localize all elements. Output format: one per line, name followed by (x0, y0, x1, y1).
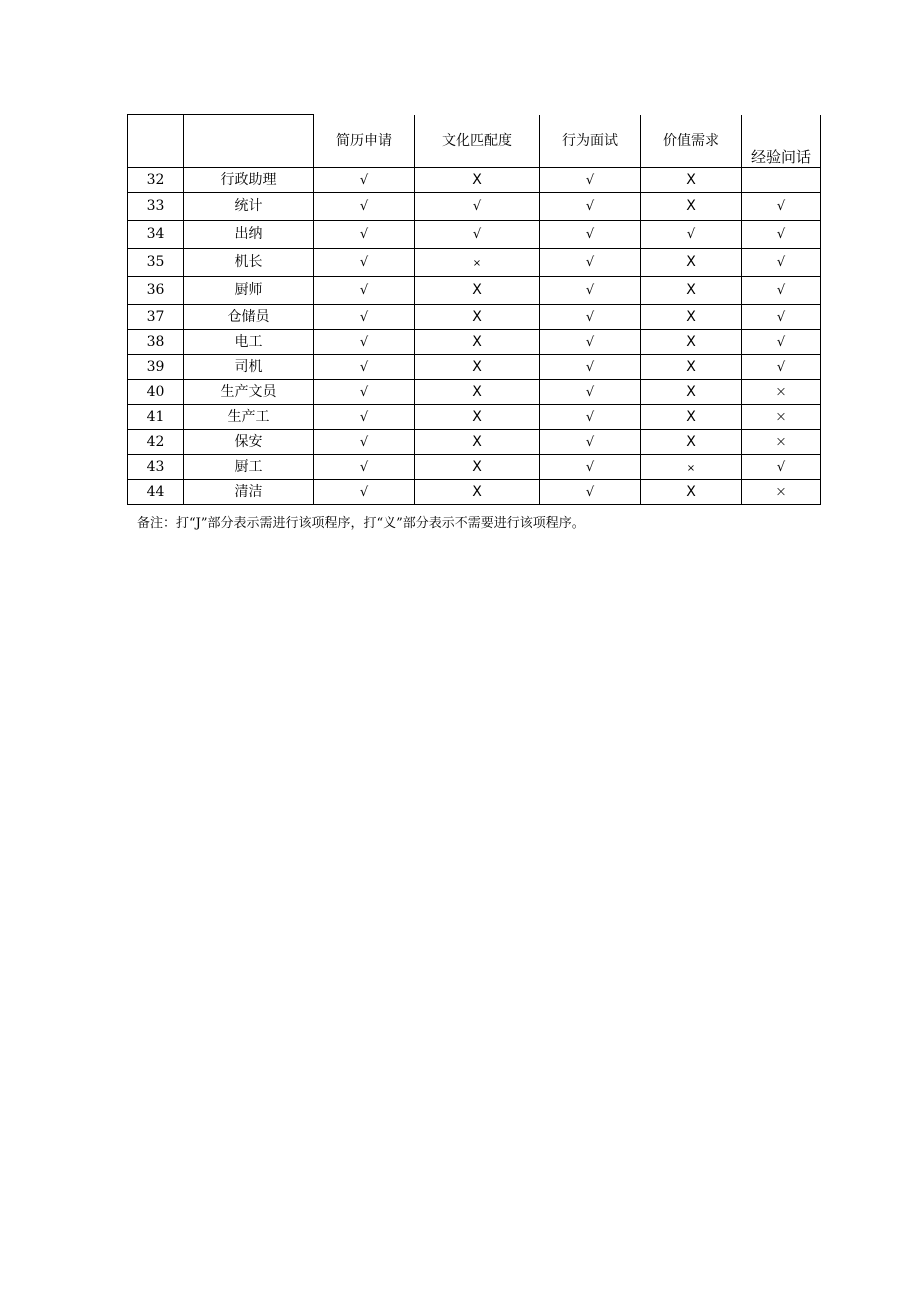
cell-behavioral-interview (540, 220, 641, 248)
recruitment-process-table (127, 114, 821, 505)
cell-resume-application (314, 276, 415, 304)
cell-behavioral-interview (540, 276, 641, 304)
cell-behavioral-interview (540, 404, 641, 429)
table-row (128, 429, 821, 454)
row-number: 43 (128, 454, 184, 479)
cell-culture-fit (415, 404, 540, 429)
cell-experience-questions (742, 248, 821, 276)
check-mark-icon: √ (776, 334, 786, 350)
check-mark-icon: √ (585, 199, 595, 214)
check-mark-icon: √ (472, 199, 482, 214)
check-mark-icon: √ (359, 172, 369, 188)
cross-mark-icon: X (686, 282, 696, 298)
position-name: 行政助理 (184, 167, 314, 192)
cross-mark-icon: X (472, 433, 482, 450)
position-name: 统计 (184, 192, 314, 220)
row-number: 37 (128, 304, 184, 329)
table-row (128, 329, 821, 354)
cell-resume-application (314, 404, 415, 429)
cell-behavioral-interview (540, 479, 641, 504)
cell-behavioral-interview (540, 304, 641, 329)
header-behavioral-interview: 行为面试 (540, 115, 641, 168)
position-name: 电工 (184, 329, 314, 354)
row-number: 41 (128, 404, 184, 429)
cell-experience-questions (742, 429, 821, 454)
position-name: 机长 (184, 248, 314, 276)
cross-mark-icon: X (472, 333, 482, 350)
cell-resume-application (314, 329, 415, 354)
check-mark-icon: √ (776, 459, 786, 475)
cell-culture-fit (415, 429, 540, 454)
check-mark-icon: √ (585, 227, 595, 242)
cell-behavioral-interview (540, 192, 641, 220)
header-value-needs: 价值需求 (641, 115, 742, 168)
table-row (128, 454, 821, 479)
cell-value-needs (641, 404, 742, 429)
check-mark-icon: √ (359, 227, 369, 242)
cross-mark-icon: X (686, 483, 696, 500)
check-mark-icon: √ (359, 409, 369, 425)
cross-mark-icon: × (472, 258, 482, 269)
position-name: 出纳 (184, 220, 314, 248)
table-row (128, 220, 821, 248)
table-row (128, 354, 821, 379)
table-row (128, 404, 821, 429)
cross-mark-icon: X (472, 408, 482, 425)
cell-value-needs (641, 220, 742, 248)
cell-resume-application (314, 192, 415, 220)
cell-value-needs (641, 248, 742, 276)
header-experience-questions: 经验问话 (742, 115, 821, 168)
check-mark-icon: √ (686, 227, 696, 242)
position-name: 生产文员 (184, 379, 314, 404)
header-number (128, 115, 184, 168)
cell-resume-application (314, 220, 415, 248)
check-mark-icon: √ (585, 384, 595, 400)
cross-mark-icon: × (775, 433, 787, 450)
check-mark-icon: √ (585, 434, 595, 450)
cross-mark-icon: X (472, 483, 482, 500)
cross-mark-icon: X (686, 333, 696, 350)
cross-mark-icon: X (472, 282, 482, 298)
cross-mark-icon: × (686, 462, 696, 474)
row-number: 32 (128, 167, 184, 192)
cell-value-needs (641, 429, 742, 454)
cell-experience-questions (742, 192, 821, 220)
cross-mark-icon: X (472, 171, 482, 188)
check-mark-icon: √ (776, 227, 786, 242)
position-name: 仓储员 (184, 304, 314, 329)
cell-value-needs (641, 304, 742, 329)
cross-mark-icon: X (686, 171, 696, 188)
position-name: 厨工 (184, 454, 314, 479)
cell-value-needs (641, 167, 742, 192)
cell-value-needs (641, 276, 742, 304)
row-number: 44 (128, 479, 184, 504)
cross-mark-icon: X (472, 383, 482, 400)
check-mark-icon: √ (776, 199, 786, 214)
cross-mark-icon: X (686, 254, 696, 270)
cell-experience-questions (742, 304, 821, 329)
cell-culture-fit (415, 167, 540, 192)
check-mark-icon: √ (585, 172, 595, 188)
check-mark-icon: √ (585, 484, 595, 500)
cross-mark-icon: × (775, 383, 787, 400)
cell-culture-fit (415, 276, 540, 304)
cell-culture-fit (415, 192, 540, 220)
check-mark-icon: √ (359, 255, 369, 270)
table-row (128, 276, 821, 304)
cell-culture-fit (415, 379, 540, 404)
check-mark-icon: √ (359, 484, 369, 500)
header-resume-application: 简历申请 (314, 115, 415, 168)
cell-resume-application (314, 248, 415, 276)
check-mark-icon: √ (359, 459, 369, 475)
check-mark-icon: √ (585, 309, 595, 325)
check-mark-icon: √ (776, 283, 786, 298)
row-number: 34 (128, 220, 184, 248)
cell-behavioral-interview (540, 454, 641, 479)
cross-mark-icon: X (686, 433, 696, 450)
position-name: 保安 (184, 429, 314, 454)
cell-experience-questions (742, 167, 821, 192)
cell-value-needs (641, 192, 742, 220)
table-row (128, 167, 821, 192)
check-mark-icon: √ (585, 359, 595, 375)
row-number: 39 (128, 354, 184, 379)
cell-experience-questions (742, 276, 821, 304)
cross-mark-icon: X (686, 358, 696, 375)
row-number: 35 (128, 248, 184, 276)
cell-behavioral-interview (540, 429, 641, 454)
check-mark-icon: √ (359, 199, 369, 214)
cell-culture-fit (415, 329, 540, 354)
cross-mark-icon: X (472, 308, 482, 325)
cell-value-needs (641, 479, 742, 504)
check-mark-icon: √ (776, 359, 786, 375)
position-name: 司机 (184, 354, 314, 379)
check-mark-icon: √ (776, 309, 786, 325)
cell-behavioral-interview (540, 379, 641, 404)
cell-culture-fit (415, 220, 540, 248)
check-mark-icon: √ (359, 359, 369, 375)
cell-behavioral-interview (540, 248, 641, 276)
cell-experience-questions (742, 329, 821, 354)
cell-resume-application (314, 479, 415, 504)
check-mark-icon: √ (776, 255, 786, 270)
cell-experience-questions (742, 354, 821, 379)
table-row (128, 379, 821, 404)
cell-resume-application (314, 454, 415, 479)
row-number: 42 (128, 429, 184, 454)
cell-culture-fit (415, 354, 540, 379)
row-number: 36 (128, 276, 184, 304)
cross-mark-icon: X (686, 198, 696, 214)
cross-mark-icon: X (686, 383, 696, 400)
cell-resume-application (314, 304, 415, 329)
cross-mark-icon: X (686, 308, 696, 325)
cell-experience-questions (742, 479, 821, 504)
check-mark-icon: √ (359, 334, 369, 350)
cell-value-needs (641, 454, 742, 479)
check-mark-icon: √ (585, 459, 595, 475)
cross-mark-icon: × (775, 483, 787, 500)
cell-culture-fit (415, 248, 540, 276)
cell-resume-application (314, 167, 415, 192)
position-name: 清洁 (184, 479, 314, 504)
row-number: 40 (128, 379, 184, 404)
cross-mark-icon: × (775, 408, 787, 425)
table-header-row (128, 115, 821, 168)
row-number: 38 (128, 329, 184, 354)
check-mark-icon: √ (585, 283, 595, 298)
cell-value-needs (641, 379, 742, 404)
cell-experience-questions (742, 454, 821, 479)
table-row (128, 192, 821, 220)
header-position (184, 115, 314, 168)
table-row (128, 479, 821, 504)
cell-culture-fit (415, 479, 540, 504)
check-mark-icon: √ (359, 309, 369, 325)
cell-culture-fit (415, 304, 540, 329)
check-mark-icon: √ (585, 409, 595, 425)
cell-behavioral-interview (540, 329, 641, 354)
check-mark-icon: √ (472, 227, 482, 242)
position-name: 厨师 (184, 276, 314, 304)
table-footnote: 备注：打“J”部分表示需进行该项程序，打“义”部分表示不需要进行该项程序。 (137, 516, 585, 531)
header-culture-fit: 文化匹配度 (415, 115, 540, 168)
position-name: 生产工 (184, 404, 314, 429)
table-row (128, 304, 821, 329)
check-mark-icon: √ (359, 434, 369, 450)
cell-experience-questions (742, 379, 821, 404)
cell-behavioral-interview (540, 354, 641, 379)
row-number: 33 (128, 192, 184, 220)
table-row (128, 248, 821, 276)
check-mark-icon: √ (585, 255, 595, 270)
cell-value-needs (641, 329, 742, 354)
check-mark-icon: √ (585, 334, 595, 350)
cell-culture-fit (415, 454, 540, 479)
check-mark-icon: √ (359, 384, 369, 400)
cross-mark-icon: X (472, 458, 482, 475)
cross-mark-icon: X (472, 358, 482, 375)
cell-experience-questions (742, 404, 821, 429)
check-mark-icon: √ (359, 283, 369, 298)
cell-resume-application (314, 429, 415, 454)
cell-behavioral-interview (540, 167, 641, 192)
table-body (128, 167, 821, 504)
cell-resume-application (314, 379, 415, 404)
cell-experience-questions (742, 220, 821, 248)
cross-mark-icon: X (686, 408, 696, 425)
cell-value-needs (641, 354, 742, 379)
cell-resume-application (314, 354, 415, 379)
